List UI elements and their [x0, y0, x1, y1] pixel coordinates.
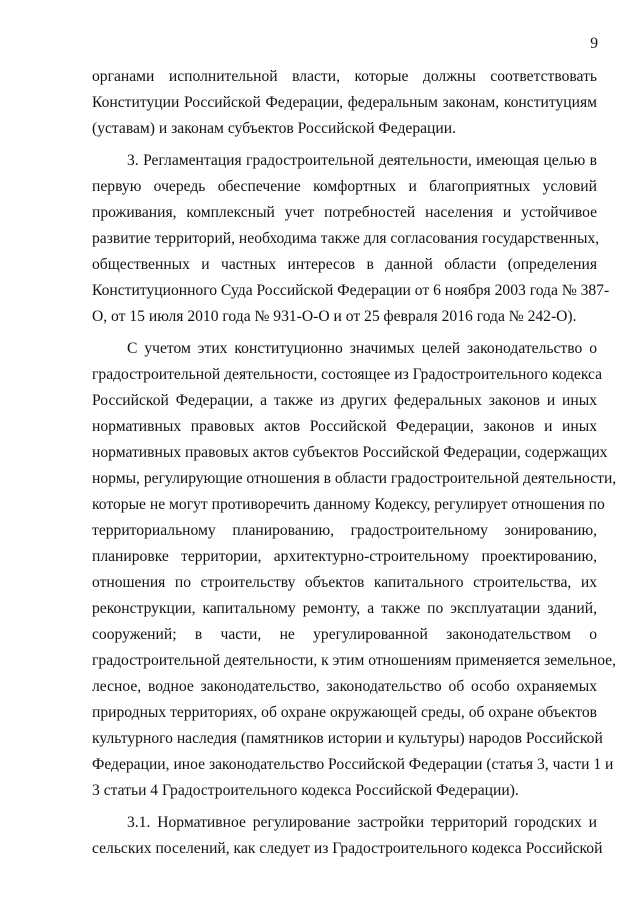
text-line: Федерации, иное законодательство Российской Федерации (статья 3, части 1 и — [92, 756, 614, 773]
paragraph — [92, 810, 603, 862]
paragraph — [92, 148, 610, 330]
text-line: О, от 15 июля 2010 года № 931-О-О и от 25 февраля 2016 года № 242-О). — [92, 308, 577, 325]
text-line: общественных и частных интересов в данной области (определения — [92, 256, 597, 273]
text-line: развитие территорий, необходима также для согласования государственных, — [92, 230, 600, 247]
text-line: 3 статьи 4 Градостроительного кодекса Российской Федерации). — [92, 782, 519, 799]
text-line: 3. Регламентация градостроительной деятельности, имеющая целью в — [127, 152, 597, 169]
text-line: лесное, водное законодательство, законодательство об особо охраняемых — [92, 678, 597, 695]
text-line: культурного наследия (памятников истории и культуры) народов Российской — [92, 730, 603, 747]
text-line: нормативных правовых актов Российской Федерации, законов и иных — [92, 418, 597, 435]
text-line: реконструкции, капитальному ремонту, а также по эксплуатации зданий, — [92, 600, 597, 617]
document-body — [92, 64, 617, 862]
text-line: Конституционного Суда Российской Федерации от 6 ноября 2003 года № 387- — [92, 282, 610, 299]
text-line: градостроительной деятельности, к этим отношениям применяется земельное, — [92, 652, 617, 669]
text-line: территориальному планированию, градостроительному зонированию, — [92, 522, 597, 539]
text-line: сельских поселений, как следует из Градостроительного кодекса Российской — [92, 840, 603, 857]
paragraph — [92, 336, 617, 804]
text-line: отношения по строительству объектов капитального строительства, их — [92, 574, 597, 591]
text-line: нормы, регулирующие отношения в области градостроительной деятельности, — [92, 470, 617, 487]
text-line: которые не могут противоречить данному Кодексу, регулирует отношения по — [92, 496, 605, 513]
text-line: Конституции Российской Федерации, федеральным законам, конституциям — [92, 94, 597, 111]
text-line: природных территориях, об охране окружающей среды, об охране объектов — [92, 704, 597, 721]
text-line: первую очередь обеспечение комфортных и благоприятных условий — [92, 178, 597, 195]
text-line: Российской Федерации, а также из других федеральных законов и иных — [92, 392, 597, 409]
text-line: сооружений; в части, не урегулированной законодательством о — [92, 626, 597, 643]
text-line: градостроительной деятельности, состоящее из Градостроительного кодекса — [92, 366, 603, 383]
text-line: С учетом этих конституционно значимых целей законодательство о — [127, 340, 597, 357]
text-line: планировке территории, архитектурно-строительному проектированию, — [92, 548, 597, 565]
text-line: нормативных правовых актов субъектов Российской Федерации, содержащих — [92, 444, 608, 461]
text-line: 3.1. Нормативное регулирование застройки территорий городских и — [127, 814, 597, 831]
text-line: проживания, комплексный учет потребностей населения и устойчивое — [92, 204, 597, 221]
page-number: 9 — [590, 35, 598, 52]
text-line: (уставам) и законам субъектов Российской Федерации. — [92, 120, 456, 137]
text-line: органами исполнительной власти, которые должны соответствовать — [92, 68, 597, 85]
paragraph — [92, 64, 597, 142]
